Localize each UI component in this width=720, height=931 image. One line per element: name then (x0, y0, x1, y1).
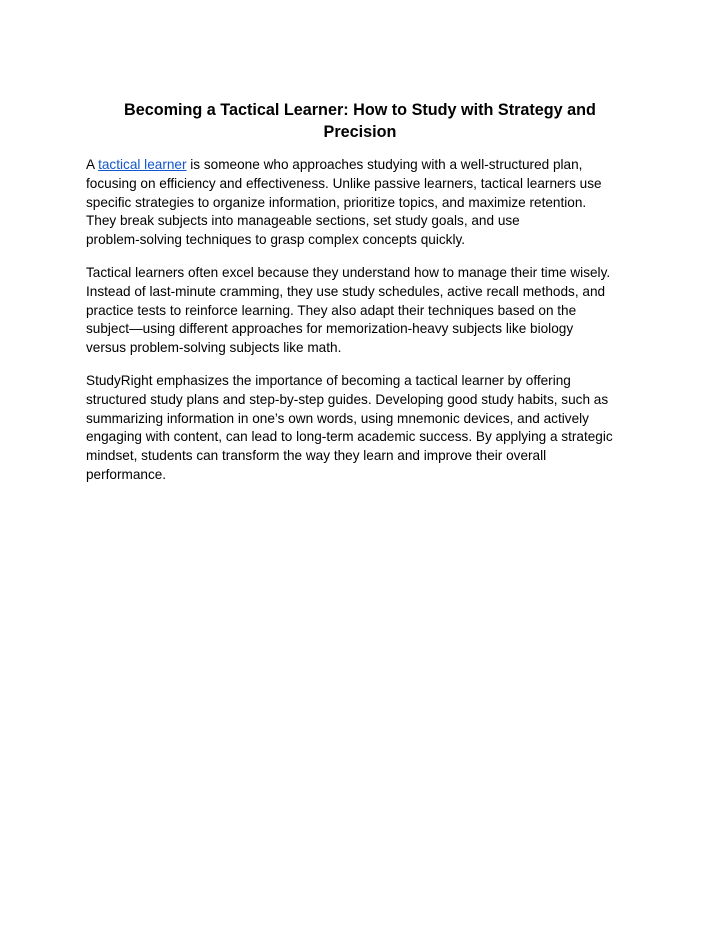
paragraph-line: versus problem-solving subjects like math. (86, 340, 342, 356)
paragraph-line: mindset, students can transform the way they learn and improve their overall (86, 448, 547, 464)
title-line: Precision (323, 123, 397, 141)
text-prefix: A (86, 157, 99, 172)
paragraph-intro (86, 156, 636, 250)
paragraph-line: They break subjects into manageable sections, set study goals, and use (86, 213, 520, 229)
paragraph-line: practice tests to reinforce learning. They also adapt their techniques based on the (86, 302, 577, 318)
paragraph-line: StudyRight emphasizes the importance of becoming a tactical learner by offering (86, 373, 571, 388)
paragraph-line: performance. (86, 466, 167, 482)
title-line: Becoming a Tactical Learner: How to Study with Strategy and (124, 101, 596, 119)
paragraph-line (86, 156, 636, 175)
paragraph-line: subject—using different approaches for memorization-heavy subjects like biology (86, 321, 574, 337)
tactical-learner-link[interactable]: tactical learner (98, 157, 187, 172)
paragraph-studyright (86, 372, 636, 485)
paragraph-line: Instead of last-minute cramming, they use study schedules, active recall methods, and (86, 283, 606, 299)
paragraph-line: engaging with content, can lead to long-term academic success. By applying a strategic (86, 429, 613, 445)
paragraph-time-management (86, 264, 636, 358)
paragraph-line: specific strategies to organize information, prioritize topics, and maximize retention. (86, 194, 587, 210)
paragraph-line: Tactical learners often excel because they understand how to manage their time wisely. (86, 265, 611, 280)
text-suffix: is someone who approaches studying with a well-structured plan, (186, 157, 583, 172)
paragraph-line: problem-solving techniques to grasp complex concepts quickly. (86, 232, 466, 248)
paragraph-line: structured study plans and step-by-step guides. Developing good study habits, such as (86, 391, 609, 407)
document-title (86, 99, 634, 143)
paragraph-line: summarizing information in one’s own words, using mnemonic devices, and actively (86, 410, 589, 426)
paragraph-line: focusing on efficiency and effectiveness. Unlike passive learners, tactical learners use (86, 175, 602, 191)
